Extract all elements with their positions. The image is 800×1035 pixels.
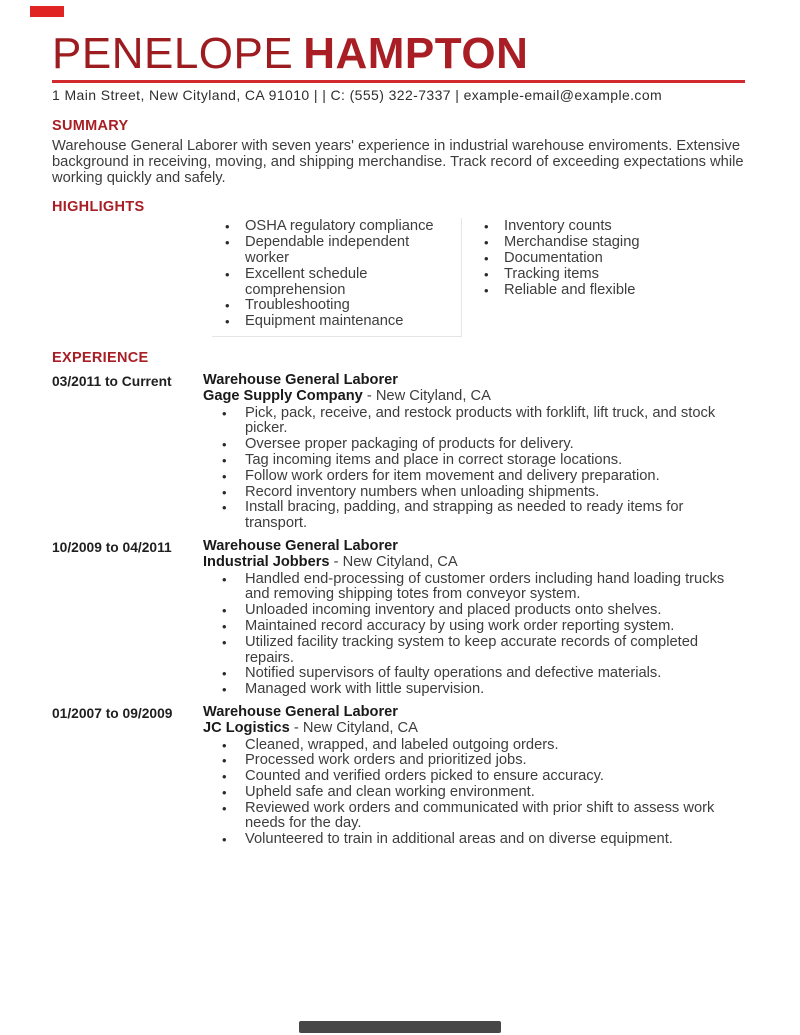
job-entry-3 xyxy=(52,705,745,848)
job-bullet-list xyxy=(203,738,745,849)
bullet-icon: • xyxy=(222,737,227,753)
recording-indicator xyxy=(30,6,64,17)
job-bullet-item: • Notified supervisors of faulty operations and defective materials. xyxy=(222,665,662,682)
bullet-icon: • xyxy=(222,800,227,816)
bullet-icon: • xyxy=(484,266,489,282)
highlights-list-1 xyxy=(212,219,461,330)
highlights-column-1 xyxy=(212,218,462,337)
highlight-item: • Equipment maintenance xyxy=(225,313,404,330)
bullet-icon: • xyxy=(222,571,227,587)
bullet-icon: • xyxy=(222,769,227,785)
job-bullet-item: • Unloaded incoming inventory and placed products onto shelves. xyxy=(222,602,662,619)
highlight-item: • OSHA regulatory compliance xyxy=(225,218,434,235)
job-body xyxy=(203,373,745,532)
bullet-icon: • xyxy=(225,298,230,314)
bullet-icon: • xyxy=(222,603,227,619)
highlight-item: • Tracking items xyxy=(484,265,599,282)
bullet-icon: • xyxy=(225,235,230,251)
bullet-icon: • xyxy=(222,452,227,468)
job-bullet-list xyxy=(203,572,745,698)
contact-line: 1 Main Street, New Cityland, CA 91010 | | C: (555) 322-7337 | example-email@example.com xyxy=(52,87,663,103)
job-bullet-item: • Volunteered to train in additional areas and on diverse equipment. xyxy=(222,831,673,848)
highlights-list-2 xyxy=(472,219,712,298)
job-company: Gage Supply Company xyxy=(203,387,363,404)
bullet-icon: • xyxy=(222,784,227,800)
job-dates: 10/2009 to 04/2011 xyxy=(52,539,172,555)
page-title xyxy=(52,30,745,77)
job-bullet-item: • Maintained record accuracy by using work order reporting system. xyxy=(222,617,675,634)
highlights-grid xyxy=(212,218,745,337)
job-entry-1 xyxy=(52,373,745,532)
job-bullet-item: • Utilized facility tracking system to keep accurate records of completed repairs. xyxy=(222,633,699,666)
job-company-line xyxy=(203,389,745,405)
job-company: Industrial Jobbers xyxy=(203,553,330,570)
job-bullet-item: • Record inventory numbers when unloading shipments. xyxy=(222,483,600,500)
job-company-line xyxy=(203,555,745,571)
summary-text: Warehouse General Laborer with seven years' experience in industrial warehouse enviroments. Extensive background in receiving, moving, and shipping merchandise. Track record of exceeding expectations while working quickly and safely. xyxy=(52,138,744,186)
experience-heading: EXPERIENCE xyxy=(52,349,149,366)
highlights-heading: HIGHLIGHTS xyxy=(52,199,145,216)
job-bullet-item: • Handled end-processing of customer orders including hand loading trucks and removing shipping totes from conveyor system. xyxy=(222,570,725,603)
bullet-icon: • xyxy=(484,282,489,298)
header-divider xyxy=(52,80,745,83)
bullet-icon: • xyxy=(222,753,227,769)
job-bullet-item: • Pick, pack, receive, and restock products with forklift, lift truck, and stock picker. xyxy=(222,404,716,437)
summary-heading: SUMMARY xyxy=(52,118,129,134)
job-bullet-item: • Counted and verified orders picked to ensure accuracy. xyxy=(222,768,604,785)
highlight-item: • Troubleshooting xyxy=(225,297,350,314)
highlight-item: • Dependable independent worker xyxy=(225,234,410,266)
bullet-icon: • xyxy=(222,666,227,682)
job-body xyxy=(203,539,745,698)
first-name: PENELOPE xyxy=(52,29,294,78)
job-location: - New Cityland, CA xyxy=(293,719,418,736)
bullet-icon: • xyxy=(222,468,227,484)
bullet-icon: • xyxy=(225,219,230,235)
highlight-item: • Merchandise staging xyxy=(484,234,640,251)
job-bullet-item: • Oversee proper packaging of products for delivery. xyxy=(222,436,574,453)
bullet-icon: • xyxy=(222,500,227,516)
highlight-item: • Inventory counts xyxy=(484,218,612,235)
highlight-item: • Documentation xyxy=(484,249,603,266)
job-bullet-item: • Tag incoming items and place in correct storage locations. xyxy=(222,451,623,468)
job-title: Warehouse General Laborer xyxy=(203,703,398,720)
job-company: JC Logistics xyxy=(203,719,290,736)
job-title: Warehouse General Laborer xyxy=(203,537,398,554)
highlight-item: • Reliable and flexible xyxy=(484,281,636,298)
bullet-icon: • xyxy=(225,314,230,330)
job-bullet-item: • Cleaned, wrapped, and labeled outgoing orders. xyxy=(222,736,559,753)
job-bullet-item: • Upheld safe and clean working environment. xyxy=(222,783,535,800)
job-bullet-list xyxy=(203,406,745,532)
job-dates: 01/2007 to 09/2009 xyxy=(52,705,173,721)
bullet-icon: • xyxy=(222,634,227,650)
last-name: HAMPTON xyxy=(303,29,529,78)
bullet-icon: • xyxy=(484,250,489,266)
bullet-icon: • xyxy=(222,618,227,634)
job-title: Warehouse General Laborer xyxy=(203,371,398,388)
highlights-column-2 xyxy=(472,218,712,337)
bullet-icon: • xyxy=(222,437,227,453)
bullet-icon: • xyxy=(222,484,227,500)
job-bullet-item: • Install bracing, padding, and strapping as needed to ready items for transport. xyxy=(222,499,684,532)
bullet-icon: • xyxy=(222,405,227,421)
job-bullet-item: • Follow work orders for item movement and delivery preparation. xyxy=(222,467,660,484)
job-entry-2 xyxy=(52,539,745,698)
bullet-icon: • xyxy=(222,682,227,698)
job-body xyxy=(203,705,745,848)
highlight-item: • Excellent schedule comprehension xyxy=(225,265,368,298)
job-location: - New Cityland, CA xyxy=(333,553,458,570)
job-bullet-item: • Reviewed work orders and communicated with prior shift to assess work needs for the day. xyxy=(222,799,715,832)
bullet-icon: • xyxy=(484,219,489,235)
bullet-icon: • xyxy=(484,235,489,251)
home-indicator-bar xyxy=(299,1021,501,1033)
bullet-icon: • xyxy=(222,832,227,848)
bullet-icon: • xyxy=(225,266,230,282)
job-location: - New Cityland, CA xyxy=(366,387,491,404)
job-bullet-item: • Processed work orders and prioritized jobs. xyxy=(222,752,527,769)
job-dates: 03/2011 to Current xyxy=(52,373,172,389)
job-company-line xyxy=(203,721,745,737)
job-bullet-item: • Managed work with little supervision. xyxy=(222,681,485,698)
